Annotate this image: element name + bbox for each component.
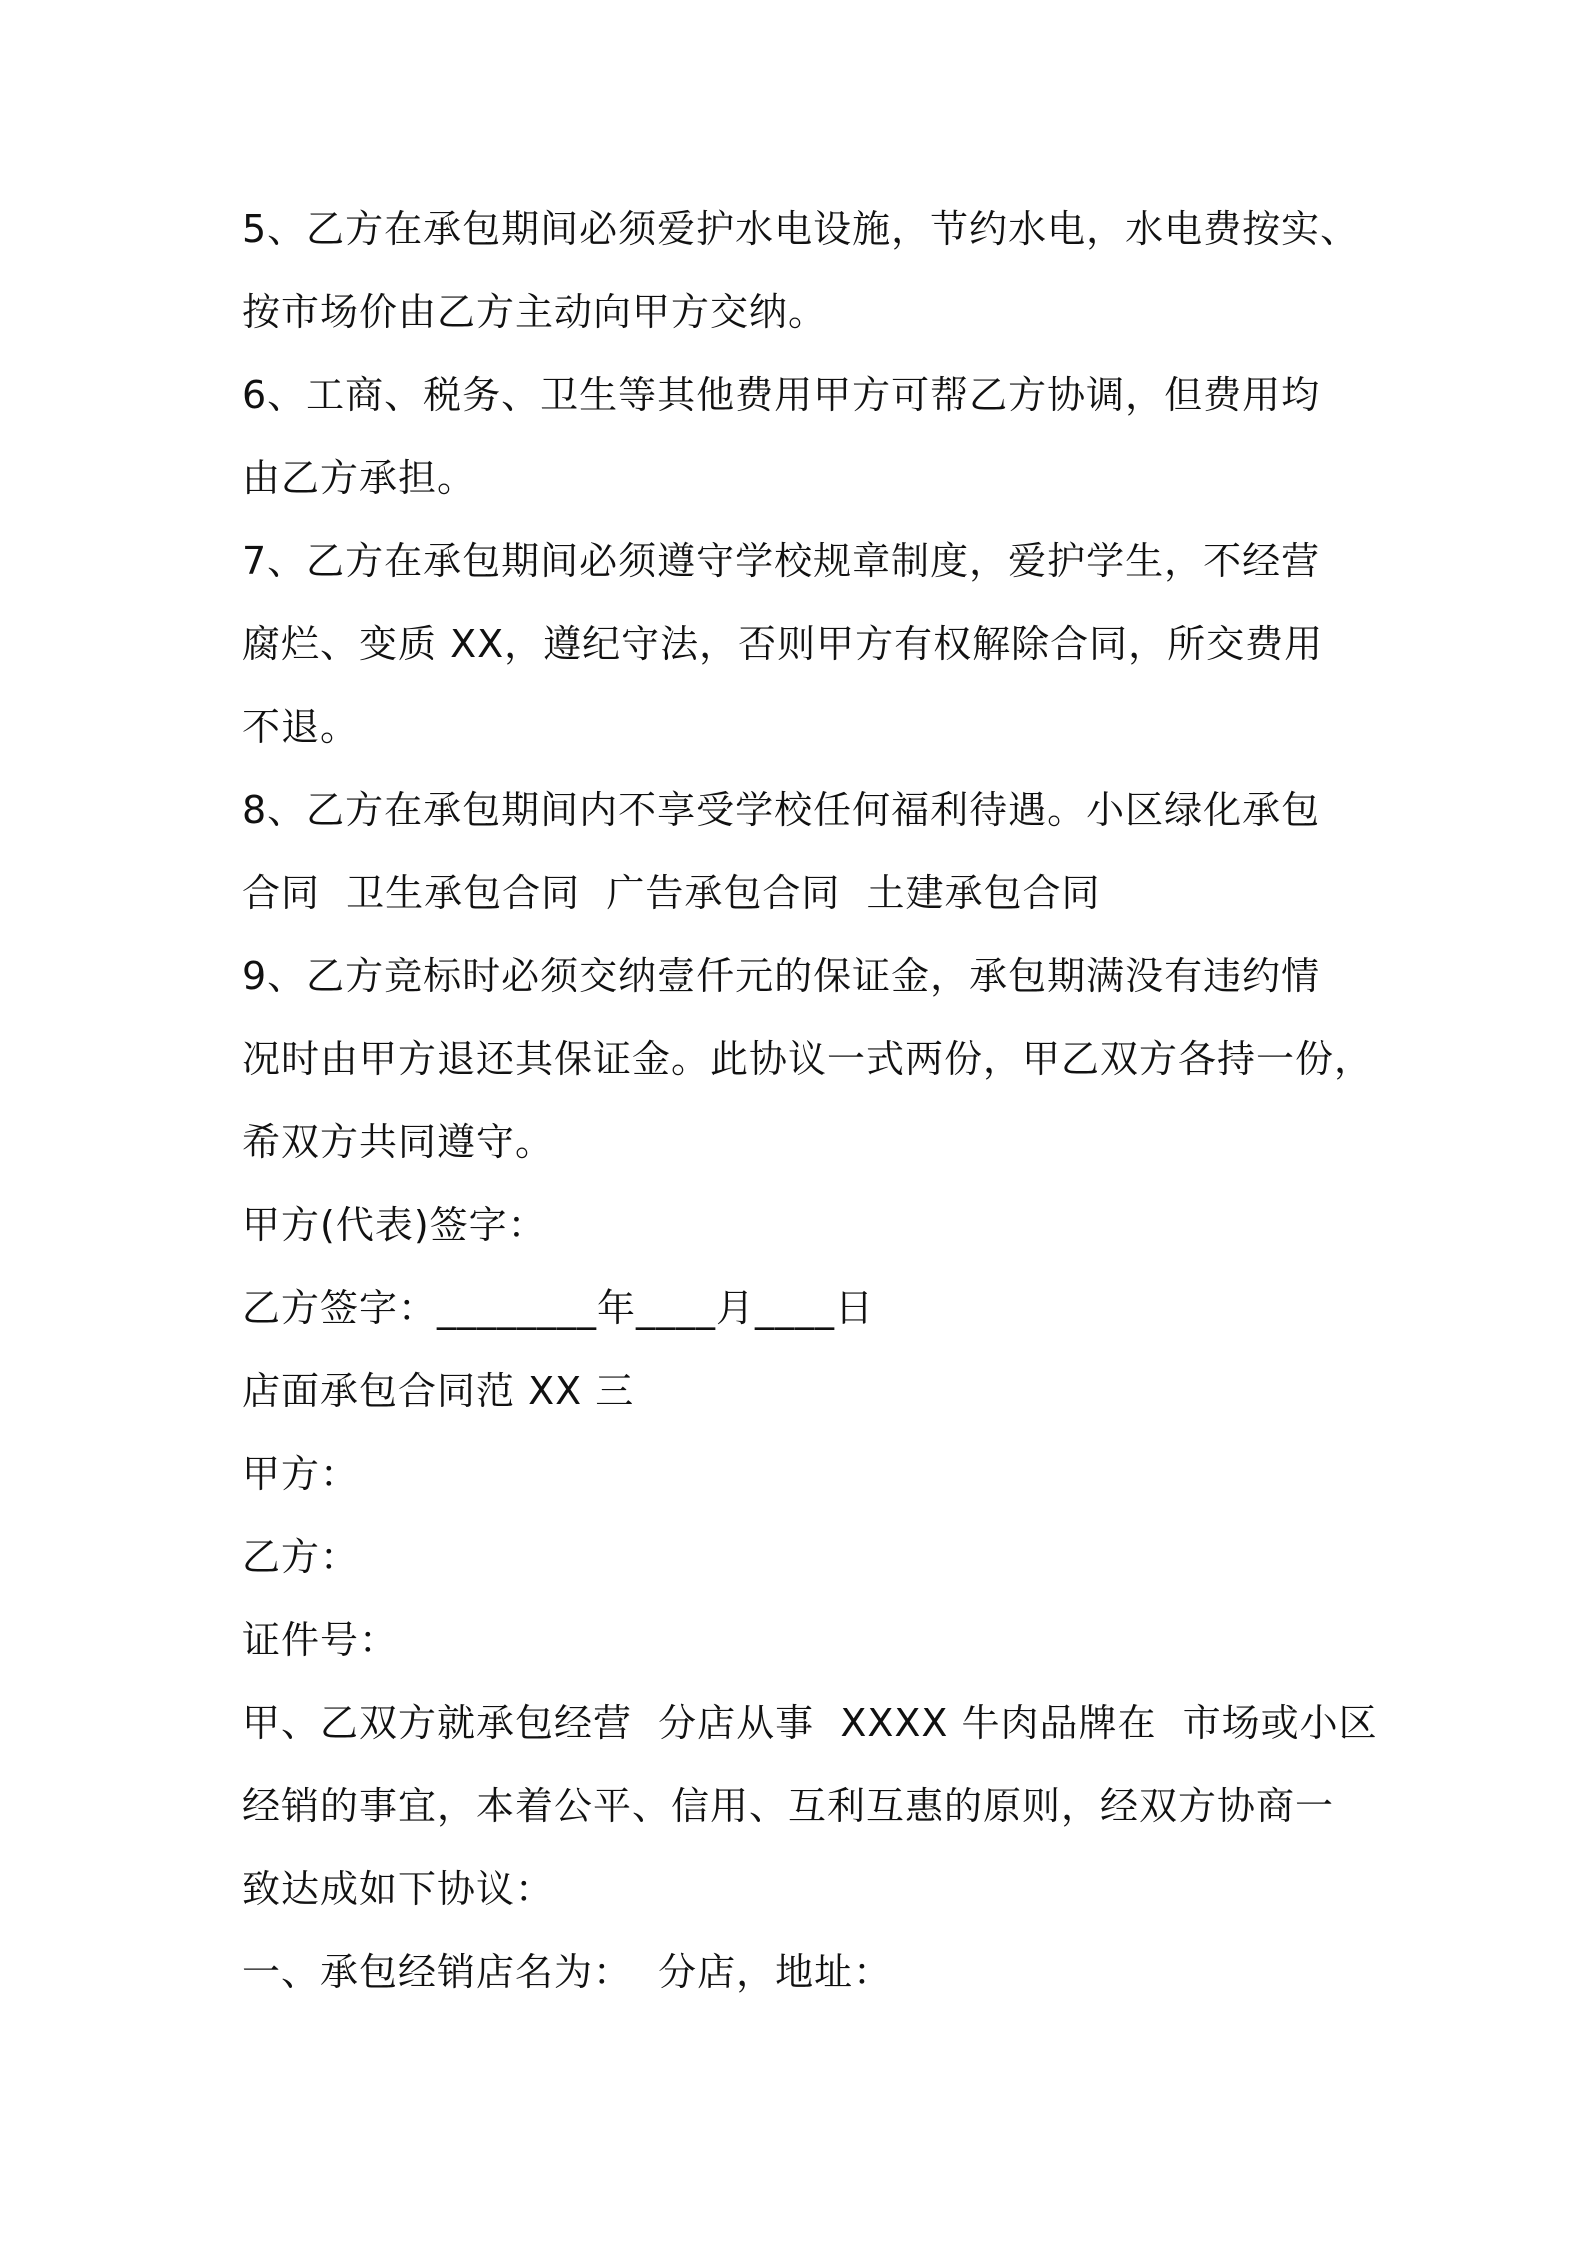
text-line: 甲方(代表)签字： — [242, 1203, 547, 1247]
text-line: 经销的事宜，本着公平、信用、互利互惠的原则，经双方协商一 — [242, 1784, 1335, 1828]
text-line: 8、乙方在承包期间内不享受学校任何福利待遇。小区绿化承包 — [242, 788, 1321, 832]
text-line: 希双方共同遵守。 — [242, 1120, 555, 1164]
text-line: 致达成如下协议： — [242, 1867, 555, 1911]
text-line: 况时由甲方退还其保证金。此协议一式两份，甲乙双方各持一份， — [242, 1037, 1374, 1081]
text-line: 店面承包合同范 XX 三 — [242, 1369, 635, 1413]
text-line: 5、乙方在承包期间必须爱护水电设施，节约水电，水电费按实、 — [242, 207, 1360, 251]
text-line: 证件号： — [242, 1618, 399, 1662]
text-line: 合同 卫生承包合同 广告承包合同 土建承包合同 — [242, 871, 1101, 915]
text-line: 乙方： — [242, 1535, 360, 1579]
text-line: 甲方： — [242, 1452, 360, 1496]
text-line: 6、工商、税务、卫生等其他费用甲方可帮乙方协调，但费用均 — [242, 373, 1321, 417]
text-line: 腐烂、变质 XX，遵纪守法，否则甲方有权解除合同，所交费用 — [242, 622, 1324, 666]
text-line: 7、乙方在承包期间必须遵守学校规章制度，爱护学生，不经营 — [242, 539, 1321, 583]
text-line: 按市场价由乙方主动向甲方交纳。 — [242, 290, 828, 334]
text-line: 由乙方承担。 — [242, 456, 477, 500]
text-line: 不退。 — [242, 705, 360, 749]
text-line: 一、承包经销店名为： 分店，地址： — [242, 1950, 893, 1994]
text-line: 9、乙方竞标时必须交纳壹仟元的保证金，承包期满没有违约情 — [242, 954, 1321, 998]
text-line: 乙方签字：________年____月____日 — [242, 1286, 875, 1330]
text-line: 甲、乙双方就承包经营 分店从事 XXXX 牛肉品牌在 市场或小区 — [242, 1701, 1378, 1745]
